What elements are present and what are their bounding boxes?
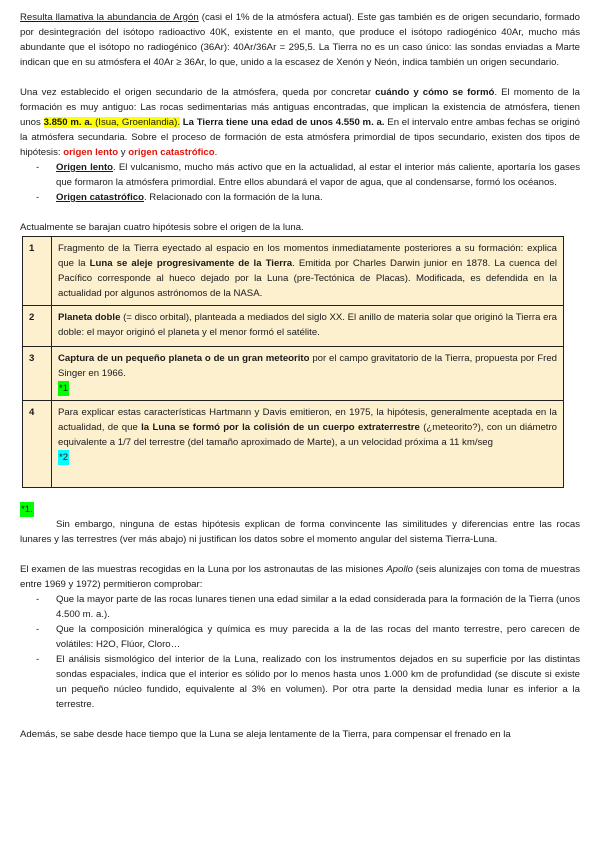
footnote-mark-2[interactable]: *2 xyxy=(59,452,69,463)
text-span: El examen de las muestras recogidas en la Luna por los astronautas de las misiones xyxy=(20,564,387,575)
row-number: 3 xyxy=(23,347,52,401)
row-text xyxy=(52,237,564,306)
hypotheses-intro: Actualmente se barajan cuatro hipótesis sobre el origen de la luna. xyxy=(20,222,304,233)
highlight-text: (Isua, Groenlandia). xyxy=(92,117,180,128)
table-row xyxy=(23,306,564,347)
dash-marker: - xyxy=(36,192,40,203)
highlight-bold: 3.850 m. a. xyxy=(43,117,93,128)
list-item xyxy=(20,652,580,712)
row-number: 1 xyxy=(23,237,52,306)
row-text xyxy=(52,401,564,488)
dash-marker: - xyxy=(36,624,40,635)
text-span: y xyxy=(118,147,129,158)
hypotheses-table xyxy=(22,236,564,488)
dash-marker: - xyxy=(36,594,40,605)
atmosphere-origin-paragraph xyxy=(20,85,580,160)
bold-span: la Luna se formó por la colisión de un cuerpo extraterrestre xyxy=(141,422,420,433)
row-text xyxy=(52,306,564,347)
origin-label: Origen lento xyxy=(56,162,113,173)
row-number: 2 xyxy=(23,306,52,347)
bold-span: Luna se aleje progresivamente de la Tierra xyxy=(89,258,293,269)
argon-paragraph xyxy=(20,10,580,70)
bold-span: La Tierra tiene una edad de unos 4.550 m. a. xyxy=(182,117,385,128)
origin-text: . Relacionado con la formación de la luna. xyxy=(143,192,323,203)
text-span: (seis alunizajes con toma de muestras entre 1969 y 1972) permitieron comprobar: xyxy=(20,564,580,590)
text-span: Para explicar estas características Hartmann y Davis emitieron, en 1975, la hipótesis, generalmente aceptada en la actualidad, de que xyxy=(58,407,557,433)
table-row xyxy=(23,401,564,488)
row-number: 4 xyxy=(23,401,52,488)
findings-list xyxy=(20,592,580,712)
finding-text: Que la composición mineralógica y química es muy parecida a la de las rocas del manto terrestre, pero carecen de volátiles: H2O, Flúor, Cloro… xyxy=(56,624,580,650)
text-span: . xyxy=(214,147,218,158)
finding-text: Que la mayor parte de las rocas lunares tienen una edad similar a la edad considerada para la formación de la Tierra (unos 4.500 m. a.). xyxy=(56,594,580,620)
note1-paragraph xyxy=(20,517,580,547)
list-item xyxy=(20,160,580,190)
list-item xyxy=(20,190,580,205)
text-span: . El momento de la formación es muy antiguo: Las rocas sedimentarias más antiguas encontradas, que implican la existencia de atmósfera, tienen unos xyxy=(20,87,580,128)
final-paragraph: Además, se sabe desde hace tiempo que la Luna se aleja lentamente de la Tierra, para compensar el frenado en la xyxy=(20,729,511,740)
apollo-paragraph xyxy=(20,562,580,592)
text-span: . Emitida por Charles Darwin junior en 1878. La cuenca del Pacífico corresponde al hueco dejado por la Luna (pre-Tectónica de Placas). Modificada, es defendida en la actualidad por algunos astrónomos de la NASA. xyxy=(58,258,557,299)
table-row xyxy=(23,237,564,306)
dash-marker: - xyxy=(36,654,40,665)
red-origen-lento: origen lento xyxy=(63,147,119,158)
text-span: Una vez establecido el origen secundario de la atmósfera, queda por concretar xyxy=(20,87,376,98)
table-row xyxy=(23,347,564,401)
bold-span: Planeta doble xyxy=(58,312,121,323)
text-span: (¿meteorito?), con un diámetro equivalente a 1/7 del terrestre (del tamaño aproximado de Marte), a un velocidad próxima a 11 km/seg xyxy=(58,422,557,448)
text-span: por el campo gravitatorio de la Tierra, propuesta por Fred Singer en 1966. xyxy=(58,353,557,379)
apollo-italic: Apollo xyxy=(386,564,413,575)
list-item xyxy=(20,622,580,652)
origin-list xyxy=(20,160,580,205)
argon-text: (casi el 1% de la atmósfera actual). Este gas también es de origen secundario, formado por desintegración del isótopo radioactivo 40K, existente en el manto, que produce el isótopo radiogénico 40Ar, mucho más abundante que el isótopo no radiogénico (36Ar): 40Ar/36Ar = 295,5. La Tierra no es un caso único: las sondas enviadas a Marte indican que en su atmósfera el 40Ar ≥ 36Ar, lo que, unido a la escasez de Xenón y Neón, indica también un origen secundario. xyxy=(20,12,580,68)
note1-text: Sin embargo, ninguna de estas hipótesis explican de forma convincente las similitudes y diferencias entre las rocas lunares y las terrestres (ver más abajo) ni justifican los datos sobre el momento angular del sistema Tierra-Luna. xyxy=(20,519,580,545)
bold-span: cuándo y cómo se formó xyxy=(375,87,495,98)
red-origen-catastrofico: origen catastrófico xyxy=(128,147,215,158)
origin-label: Origen catastrófico xyxy=(56,192,144,203)
note1-marker-line xyxy=(20,502,580,517)
bold-span: Captura de un pequeño planeta o de un gran meteorito xyxy=(58,353,310,364)
highlight-isua xyxy=(44,117,180,128)
argon-lead: Resulta llamativa la abundancia de Argón xyxy=(20,12,199,23)
dash-marker: - xyxy=(36,162,40,173)
text-span: Fragmento de la Tierra eyectado al espacio en los momentos inmediatamente posteriores a su formación: explica que la xyxy=(58,243,557,269)
list-item xyxy=(20,592,580,622)
row-text xyxy=(52,347,564,401)
footnote-mark-1[interactable]: *1 xyxy=(59,383,69,394)
text-span: En el intervalo entre ambas fechas se originó la atmósfera secundaria. Sobre el proceso de formación de esta atmósfera primordial de tipos secundario, existen dos tipos de hipótesis: xyxy=(20,117,580,158)
finding-text: El análisis sismológico del interior de la Luna, realizado con los instrumentos dejados en su superficie por las distintas sondas espaciales, indica que el interior es sólido por lo menos hasta unos 1.000 km de profundidad (se discute si existe un pequeño núcleo fundido, equivalente al 3% en volumen). Por otra parte la densidad media lunar es inferior a la terrestre. xyxy=(56,654,580,710)
text-span: (= disco orbital), planteada a mediados del siglo XX. El anillo de materia solar que originó la Tierra era doble: el mayor originó el planeta y el menor formó el satélite. xyxy=(58,312,557,338)
note1-marker: *1. xyxy=(21,504,33,515)
origin-text: . El vulcanismo, mucho más activo que en la actualidad, al estar el interior más caliente, aportaría los gases que formaron la atmósfera primordial. Entre ellos abundará el vapor de agua, que al condensarse, formó los océanos. xyxy=(56,162,580,188)
